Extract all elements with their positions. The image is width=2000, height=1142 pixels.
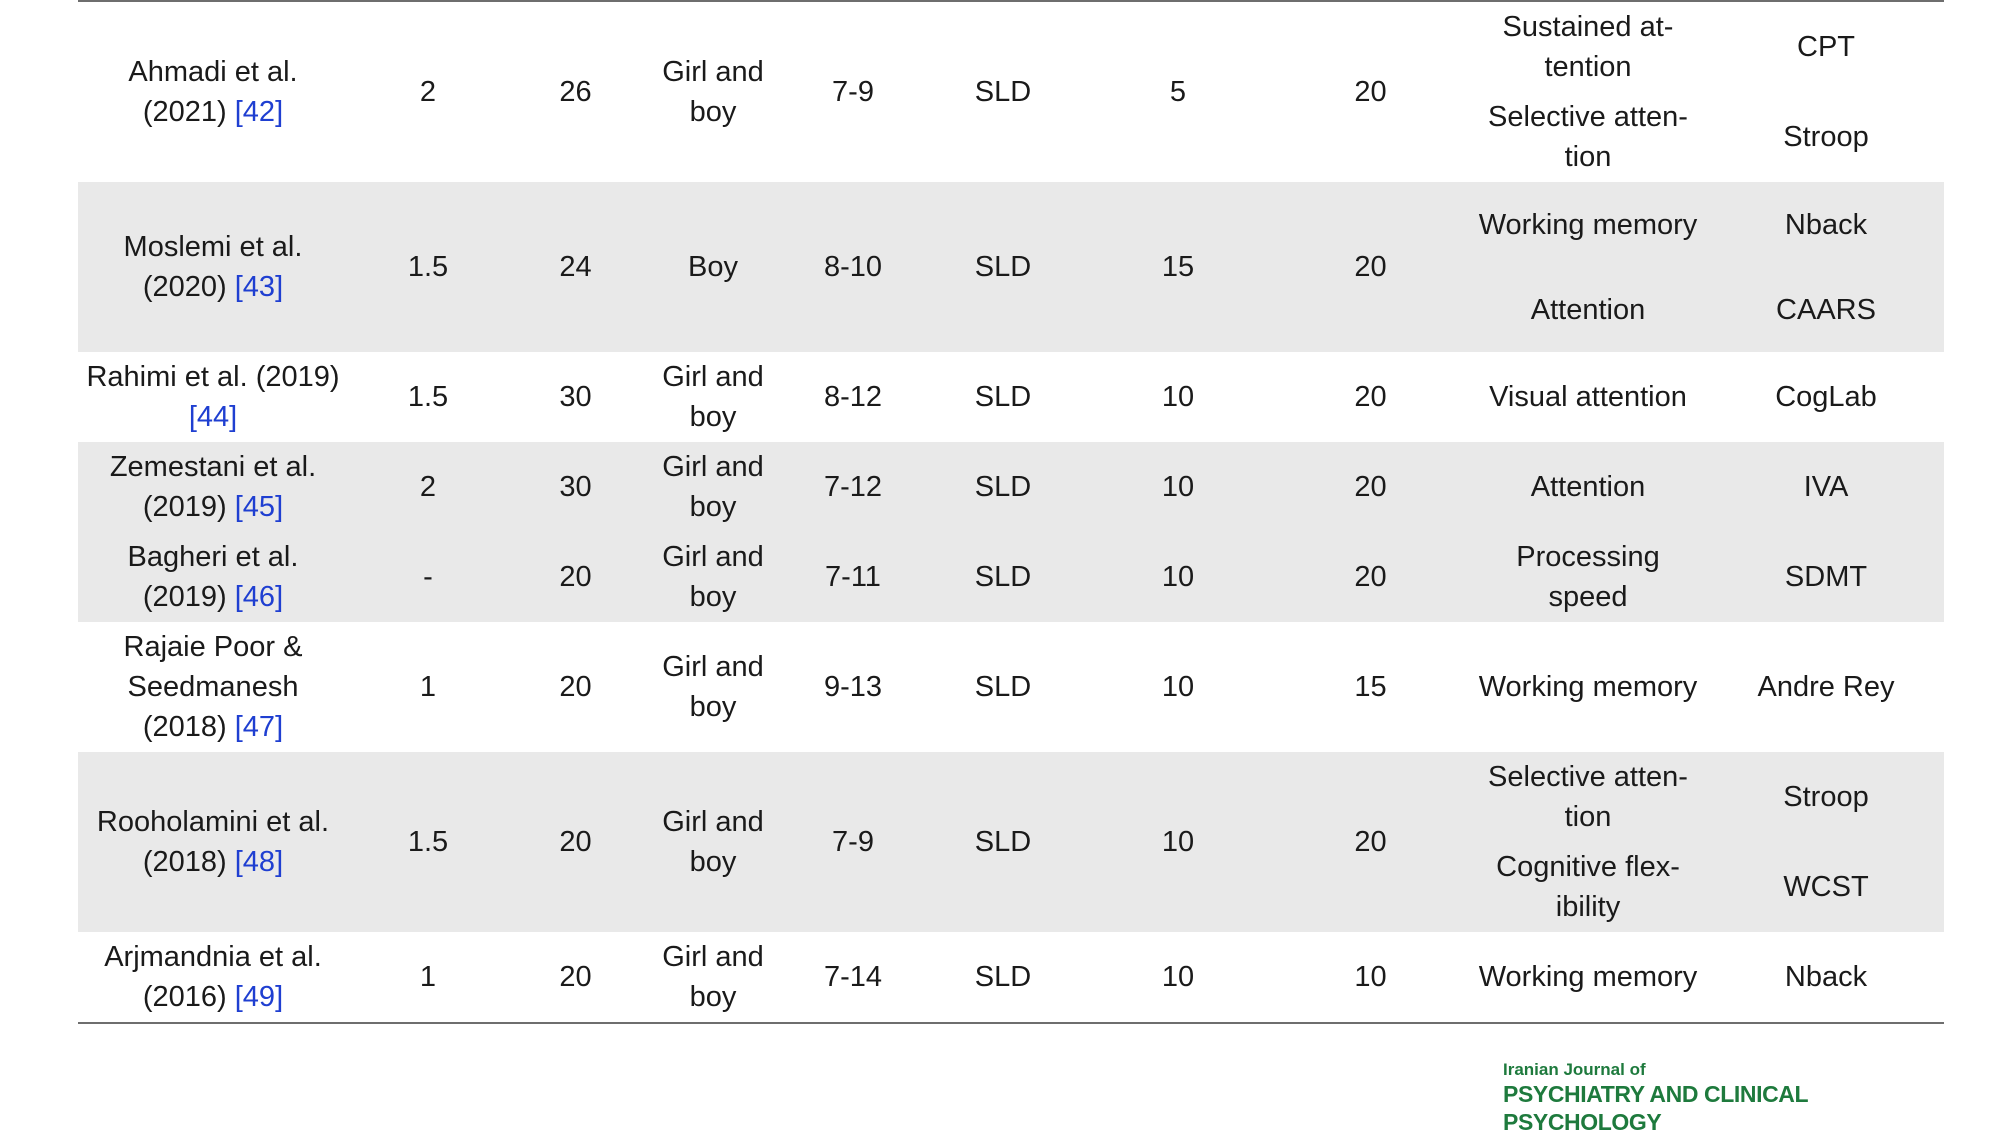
- tool-cell: Andre Rey: [1757, 671, 1895, 703]
- reference-link[interactable]: [47]: [234, 711, 284, 743]
- tool-item: Stroop: [1783, 781, 1869, 813]
- disorder-cell: SLD: [974, 961, 1032, 993]
- study-name: Arjmandnia et al. (2016): [104, 941, 322, 1013]
- age-cell: 7-12: [823, 471, 883, 503]
- study-name: Rajaie Poor & Seedmanesh (2018): [123, 631, 303, 743]
- sample-size-cell: 30: [559, 381, 592, 413]
- duration-cell: -: [423, 561, 433, 593]
- duration-cell: 2: [419, 471, 437, 503]
- tool-cell: CogLab: [1775, 381, 1877, 413]
- duration-cell: 1.5: [407, 826, 449, 858]
- duration-cell: 1.5: [407, 251, 449, 283]
- study-cell: [78, 622, 348, 752]
- minutes-cell: 20: [1354, 561, 1387, 593]
- function-item: Attention: [1530, 293, 1646, 326]
- table-row: [78, 622, 1944, 752]
- study-cell: [78, 182, 348, 352]
- studies-table: [78, 0, 1944, 1024]
- tool-cell: IVA: [1803, 471, 1849, 503]
- tool-cell: [1708, 752, 1944, 932]
- gender-cell: Girl and boy: [662, 541, 764, 613]
- tool-cell: Nback: [1784, 961, 1868, 993]
- tool-item: CPT: [1797, 31, 1855, 63]
- study-cell: [78, 442, 348, 532]
- age-cell: 7-9: [832, 826, 874, 858]
- duration-cell: 1: [419, 961, 437, 993]
- sample-size-cell: 24: [559, 251, 592, 283]
- age-cell: 8-12: [823, 381, 883, 413]
- function-cell: Visual attention: [1489, 381, 1687, 413]
- duration-cell: 1.5: [407, 381, 449, 413]
- sample-size-cell: 26: [559, 76, 592, 108]
- sample-size-cell: 20: [559, 561, 592, 593]
- disorder-cell: SLD: [974, 671, 1032, 703]
- study-name: Moslemi et al. (2020): [123, 231, 303, 303]
- gender-cell: Girl and boy: [662, 806, 764, 878]
- journal-logo-title: PSYCHIATRY AND CLINICAL PSYCHOLOGY: [1503, 1081, 1808, 1135]
- study-cell: [78, 932, 348, 1022]
- tool-item: Nback: [1784, 208, 1868, 241]
- minutes-cell: 20: [1354, 76, 1387, 108]
- sessions-cell: 10: [1161, 826, 1195, 858]
- function-cell: [1468, 2, 1708, 182]
- reference-link[interactable]: [48]: [234, 846, 284, 878]
- study-name: Bagheri et al. (2019): [127, 541, 299, 613]
- study-cell: [78, 532, 348, 622]
- sample-size-cell: 30: [559, 471, 592, 503]
- duration-cell: 1: [419, 671, 437, 703]
- function-item: Selective atten-tion: [1488, 761, 1688, 833]
- age-cell: 7-11: [825, 561, 881, 593]
- gender-cell: Girl and boy: [662, 451, 764, 523]
- function-cell: [1468, 182, 1708, 352]
- table-row: [78, 752, 1944, 932]
- disorder-cell: SLD: [974, 76, 1032, 108]
- study-name: Zemestani et al. (2019): [109, 451, 317, 523]
- disorder-cell: SLD: [974, 826, 1032, 858]
- sessions-cell: 10: [1161, 381, 1195, 413]
- sessions-cell: 10: [1161, 561, 1195, 593]
- table-bottom-rule: [78, 1022, 1944, 1024]
- minutes-cell: 15: [1354, 671, 1387, 703]
- journal-logo-small-text: Iranian Journal of: [1503, 1060, 1646, 1079]
- minutes-cell: 20: [1354, 251, 1387, 283]
- function-cell: [1468, 752, 1708, 932]
- function-item: Cognitive flex-ibility: [1496, 851, 1680, 923]
- duration-cell: 2: [419, 76, 437, 108]
- gender-cell: Girl and boy: [662, 361, 764, 433]
- disorder-cell: SLD: [974, 251, 1032, 283]
- minutes-cell: 20: [1354, 826, 1387, 858]
- gender-cell: Boy: [688, 251, 738, 283]
- function-cell: Attention: [1530, 471, 1646, 503]
- sessions-cell: 10: [1161, 961, 1195, 993]
- tool-cell: SDMT: [1784, 561, 1868, 593]
- reference-link[interactable]: [44]: [188, 401, 238, 433]
- study-name: Ahmadi et al. (2021): [128, 56, 298, 128]
- reference-link[interactable]: [45]: [234, 491, 284, 523]
- reference-link[interactable]: [43]: [234, 271, 284, 303]
- tool-item: WCST: [1783, 871, 1869, 903]
- sessions-cell: 10: [1161, 671, 1195, 703]
- study-cell: [78, 352, 348, 442]
- age-cell: 8-10: [823, 251, 883, 283]
- reference-link[interactable]: [46]: [234, 581, 284, 613]
- function-item: Working memory: [1478, 208, 1698, 241]
- age-cell: 7-9: [832, 76, 874, 108]
- study-name: Rooholamini et al. (2018): [96, 806, 330, 878]
- tool-item: CAARS: [1776, 293, 1876, 326]
- sample-size-cell: 20: [559, 671, 592, 703]
- study-name: Rahimi et al. (2019): [86, 361, 340, 393]
- function-cell: Working memory: [1478, 961, 1698, 993]
- function-item: Selective atten-tion: [1488, 101, 1688, 173]
- disorder-cell: SLD: [974, 381, 1032, 413]
- gender-cell: Girl and boy: [662, 651, 764, 723]
- minutes-cell: 20: [1354, 381, 1387, 413]
- table-row: [78, 442, 1944, 532]
- function-cell: Processing speed: [1516, 541, 1660, 613]
- table-row: [78, 352, 1944, 442]
- minutes-cell: 10: [1354, 961, 1387, 993]
- reference-link[interactable]: [49]: [234, 981, 284, 1013]
- table-row: [78, 2, 1944, 182]
- sample-size-cell: 20: [559, 961, 592, 993]
- journal-logo: [1503, 1060, 1943, 1136]
- tool-cell: [1708, 182, 1944, 352]
- age-cell: 9-13: [823, 671, 883, 703]
- sessions-cell: 15: [1161, 251, 1195, 283]
- sessions-cell: 5: [1169, 76, 1187, 108]
- age-cell: 7-14: [823, 961, 883, 993]
- tool-item: Stroop: [1783, 121, 1869, 153]
- function-cell: Working memory: [1478, 671, 1698, 703]
- sessions-cell: 10: [1161, 471, 1195, 503]
- function-item: Sustained at-tention: [1502, 11, 1674, 83]
- disorder-cell: SLD: [974, 561, 1032, 593]
- table-row: [78, 932, 1944, 1022]
- gender-cell: Girl and boy: [662, 941, 764, 1013]
- tool-cell: [1708, 2, 1944, 182]
- reference-link[interactable]: [42]: [234, 96, 284, 128]
- study-cell: [78, 752, 348, 932]
- table-row: [78, 182, 1944, 352]
- sample-size-cell: 20: [559, 826, 592, 858]
- gender-cell: Girl and boy: [662, 56, 764, 128]
- minutes-cell: 20: [1354, 471, 1387, 503]
- disorder-cell: SLD: [974, 471, 1032, 503]
- table-row: [78, 532, 1944, 622]
- study-cell: [78, 2, 348, 182]
